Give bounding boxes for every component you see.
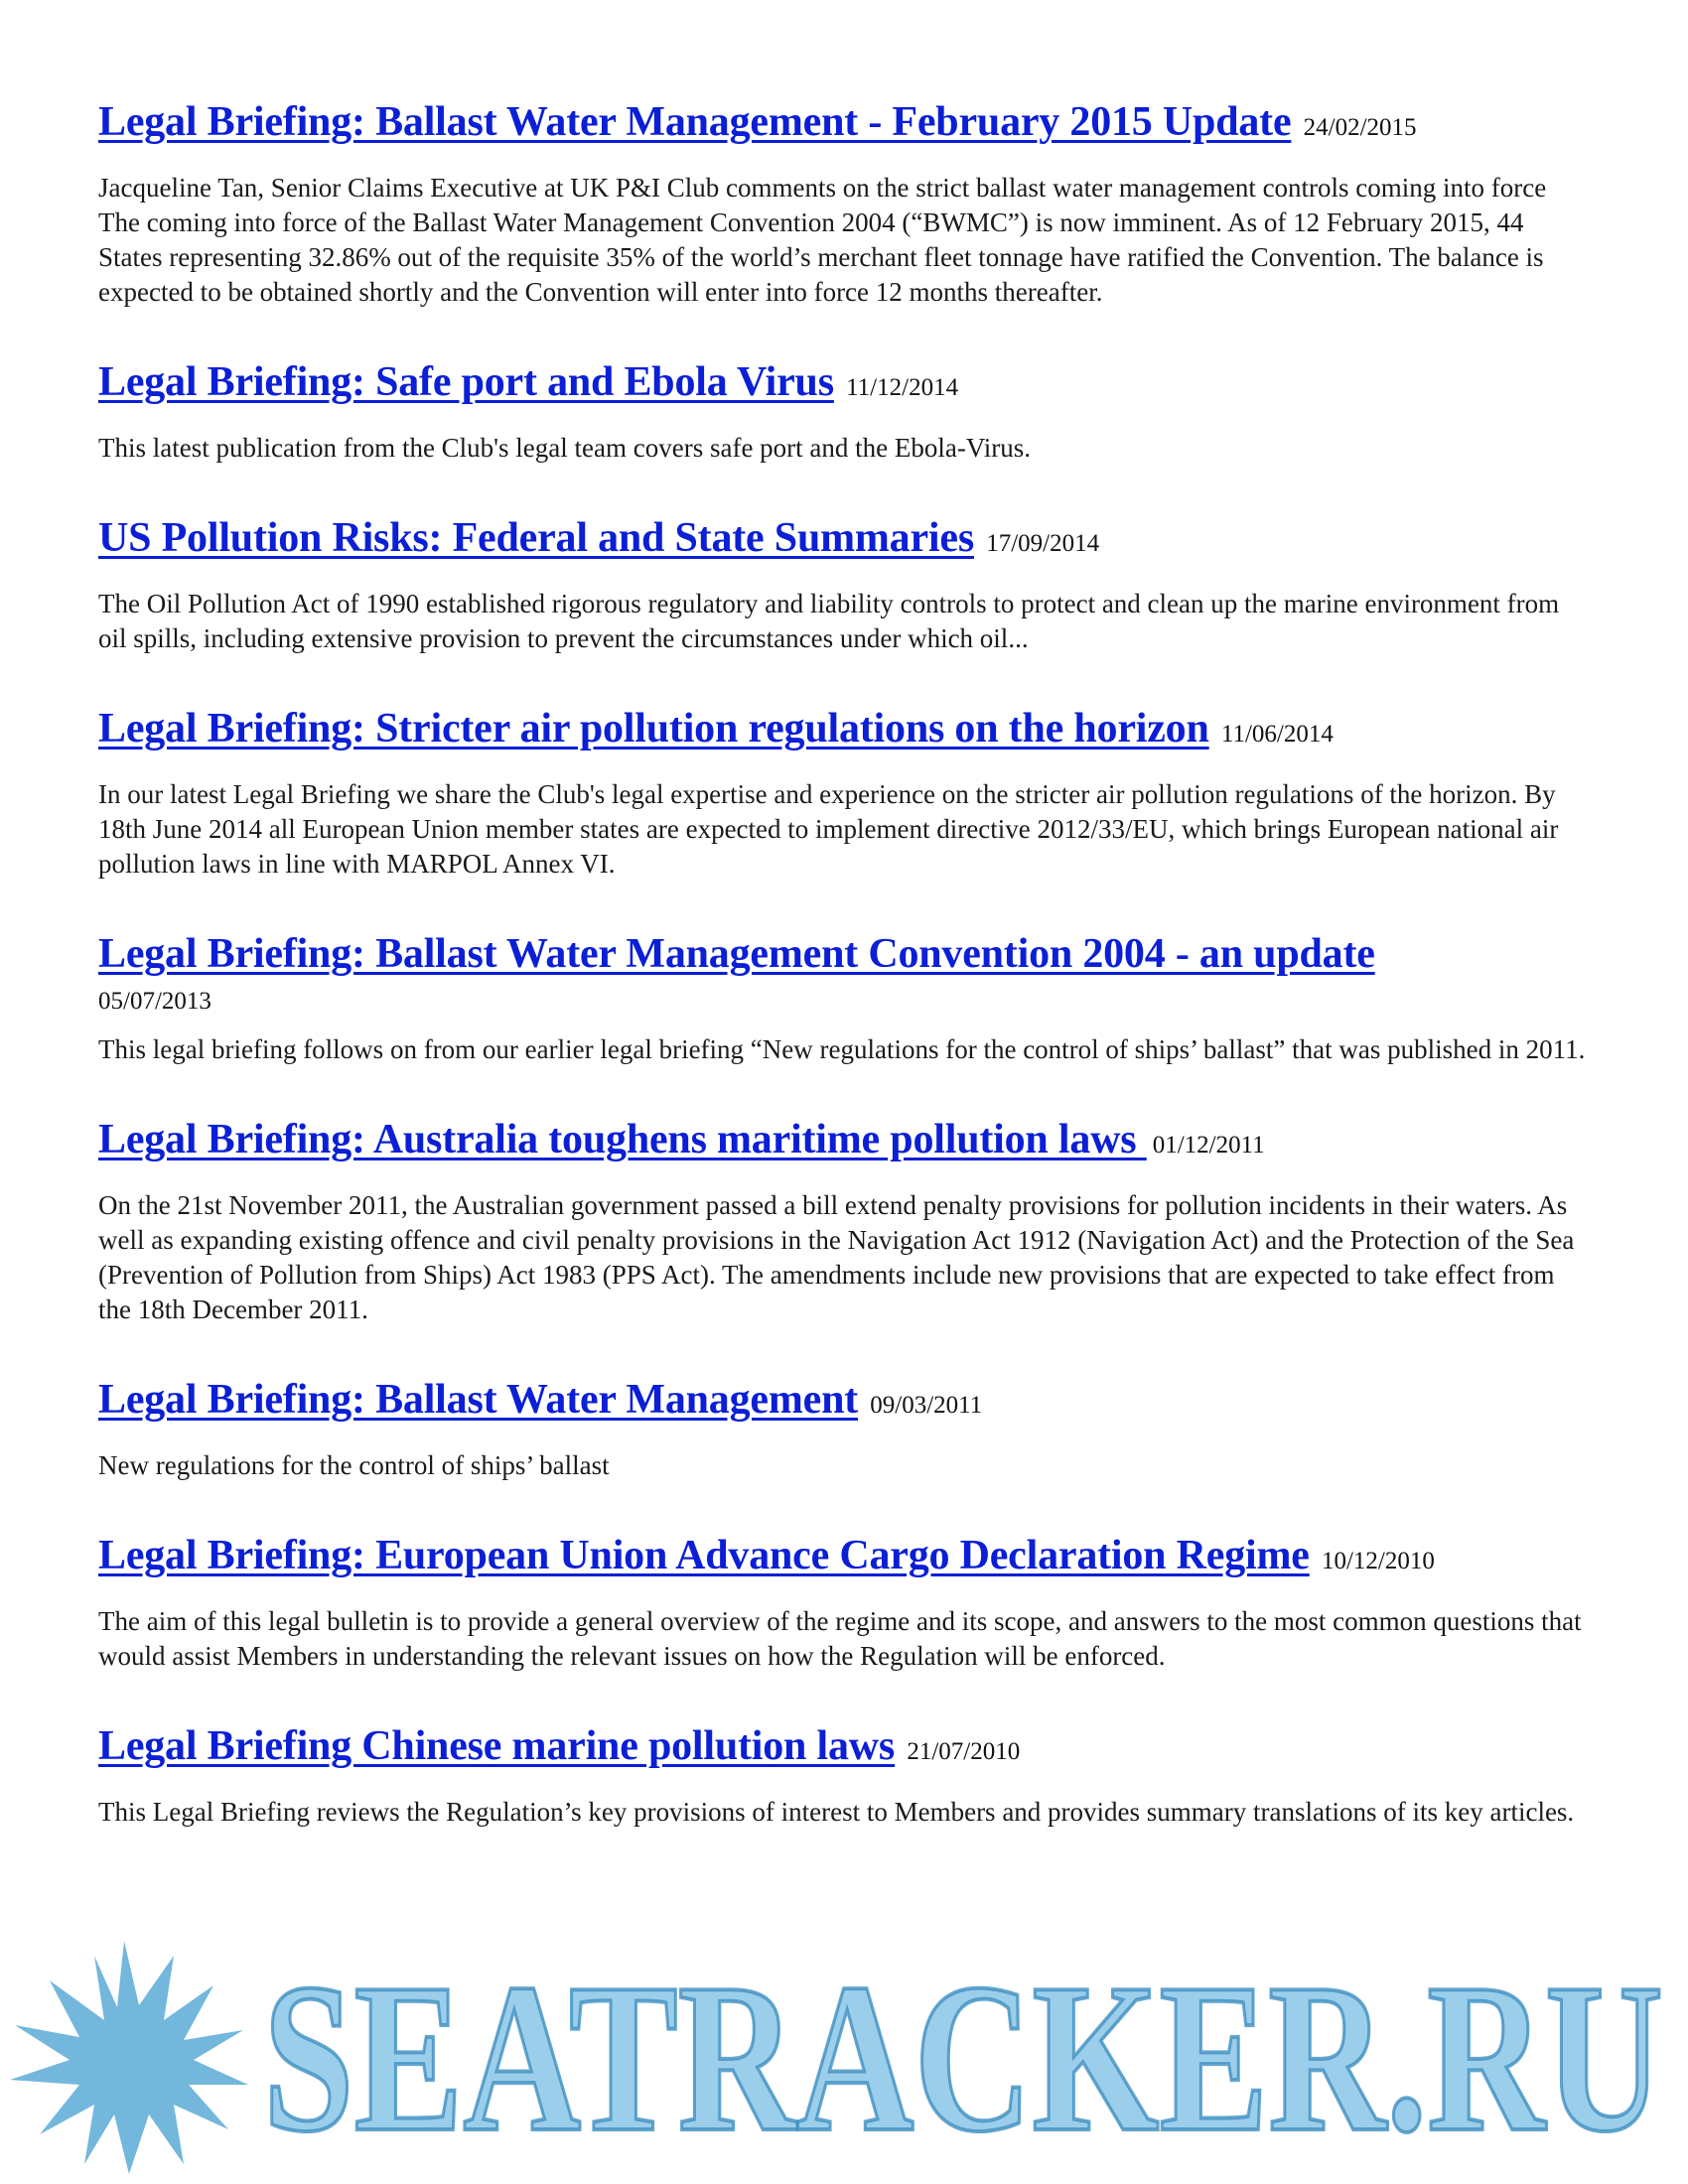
- document-page: [98, 95, 1588, 1830]
- article-date: 24/02/2015: [1303, 114, 1417, 141]
- sunburst-logo-icon: [10, 1941, 248, 2174]
- article-summary: This Legal Briefing reviews the Regulation’s key provisions of interest to Members and provides summary translations of its key articles.: [98, 1797, 1575, 1827]
- article-date: 21/07/2010: [907, 1738, 1021, 1765]
- article-4: [98, 702, 1588, 882]
- article-summary: New regulations for the control of ships’ ballast: [98, 1450, 610, 1480]
- article-title-link[interactable]: Legal Briefing: European Union Advance Cargo Declaration Regime: [98, 1533, 1310, 1578]
- article-date: 05/07/2013: [98, 988, 211, 1015]
- article-title-link[interactable]: Legal Briefing: Stricter air pollution regulations on the horizon: [98, 706, 1209, 751]
- article-heading: [98, 1719, 1588, 1779]
- article-title-link[interactable]: Legal Briefing: Australia toughens maritime pollution laws: [98, 1117, 1147, 1162]
- article-title-link[interactable]: Legal Briefing: Ballast Water Management Convention 2004 - an update: [98, 931, 1375, 977]
- article-date: 01/12/2011: [1152, 1132, 1265, 1159]
- article-heading: [98, 927, 1588, 1017]
- article-title-link[interactable]: Legal Briefing: Safe port and Ebola Virus: [98, 359, 834, 405]
- article-heading: [98, 702, 1588, 761]
- article-heading: [98, 1373, 1588, 1433]
- article-summary: The Oil Pollution Act of 1990 established rigorous regulatory and liability controls to protect and clean up the marine environment from oil spills, including extensive provision to prevent the circumstances under which oil...: [98, 589, 1560, 653]
- article-title-link[interactable]: Legal Briefing: Ballast Water Management - February 2015 Update: [98, 99, 1292, 145]
- article-heading: [98, 355, 1588, 415]
- article-title-link[interactable]: Legal Briefing: Ballast Water Management: [98, 1377, 859, 1423]
- article-summary: Jacqueline Tan, Senior Claims Executive at UK P&I Club comments on the strict ballast water management controls coming into force The coming into force of the Ballast Water Management Convention 2004 (“BWMC”) is now imminent. As of 12 February 2015, 44 States representing 32.86% out of the requisite 35% of the world’s merchant fleet tonnage have ratified the Convention. The balance is expected to be obtained shortly and the Convention will enter into force 12 months thereafter.: [98, 173, 1547, 307]
- article-title-link[interactable]: Legal Briefing Chinese marine pollution laws: [98, 1723, 896, 1769]
- article-summary: On the 21st November 2011, the Australian government passed a bill extend penalty provisions for pollution incidents in their waters. As well as expanding existing offence and civil penalty provisions in the Navigation Act 1912 (Navigation Act) and the Protection of the Sea (Prevention of Pollution from Ships) Act 1983 (PPS Act). The amendments include new provisions that are expected to take effect from the 18th December 2011.: [98, 1190, 1575, 1324]
- watermark-graphic: [0, 1926, 1688, 2184]
- article-heading: [98, 1113, 1588, 1172]
- article-5: [98, 927, 1588, 1067]
- article-title-link[interactable]: US Pollution Risks: Federal and State Summaries: [98, 515, 974, 561]
- article-heading: [98, 95, 1588, 155]
- article-date: 11/06/2014: [1220, 721, 1334, 748]
- article-heading: [98, 511, 1588, 571]
- article-6: [98, 1113, 1588, 1327]
- article-3: [98, 511, 1588, 656]
- article-summary: This legal briefing follows on from our earlier legal briefing “New regulations for the control of ships’ ballast” that was published in 2011.: [98, 1034, 1586, 1064]
- article-date: 10/12/2010: [1321, 1548, 1435, 1574]
- article-8: [98, 1529, 1588, 1674]
- article-date: 11/12/2014: [846, 374, 959, 401]
- article-summary: In our latest Legal Briefing we share the Club's legal expertise and experience on the stricter air pollution regulations of the horizon. By 18th June 2014 all European Union member states are expected to implement directive 2012/33/EU, which brings European national air pollution laws in line with MARPOL Annex VI.: [98, 779, 1559, 879]
- article-9: [98, 1719, 1588, 1830]
- article-heading: [98, 1529, 1588, 1588]
- article-7: [98, 1373, 1588, 1483]
- article-2: [98, 355, 1588, 466]
- watermark-text: SEATRACKER.RU: [263, 1939, 1663, 2176]
- article-date: 17/09/2014: [986, 530, 1100, 557]
- article-summary: The aim of this legal bulletin is to provide a general overview of the regime and its scope, and answers to the most common questions that would assist Members in understanding the relevant issues on how the Regulation will be enforced.: [98, 1606, 1582, 1671]
- article-date: 09/03/2011: [870, 1392, 983, 1419]
- seatracker-watermark: [0, 1926, 1688, 2184]
- article-summary: This latest publication from the Club's legal team covers safe port and the Ebola-Virus.: [98, 433, 1031, 463]
- article-1: [98, 95, 1588, 310]
